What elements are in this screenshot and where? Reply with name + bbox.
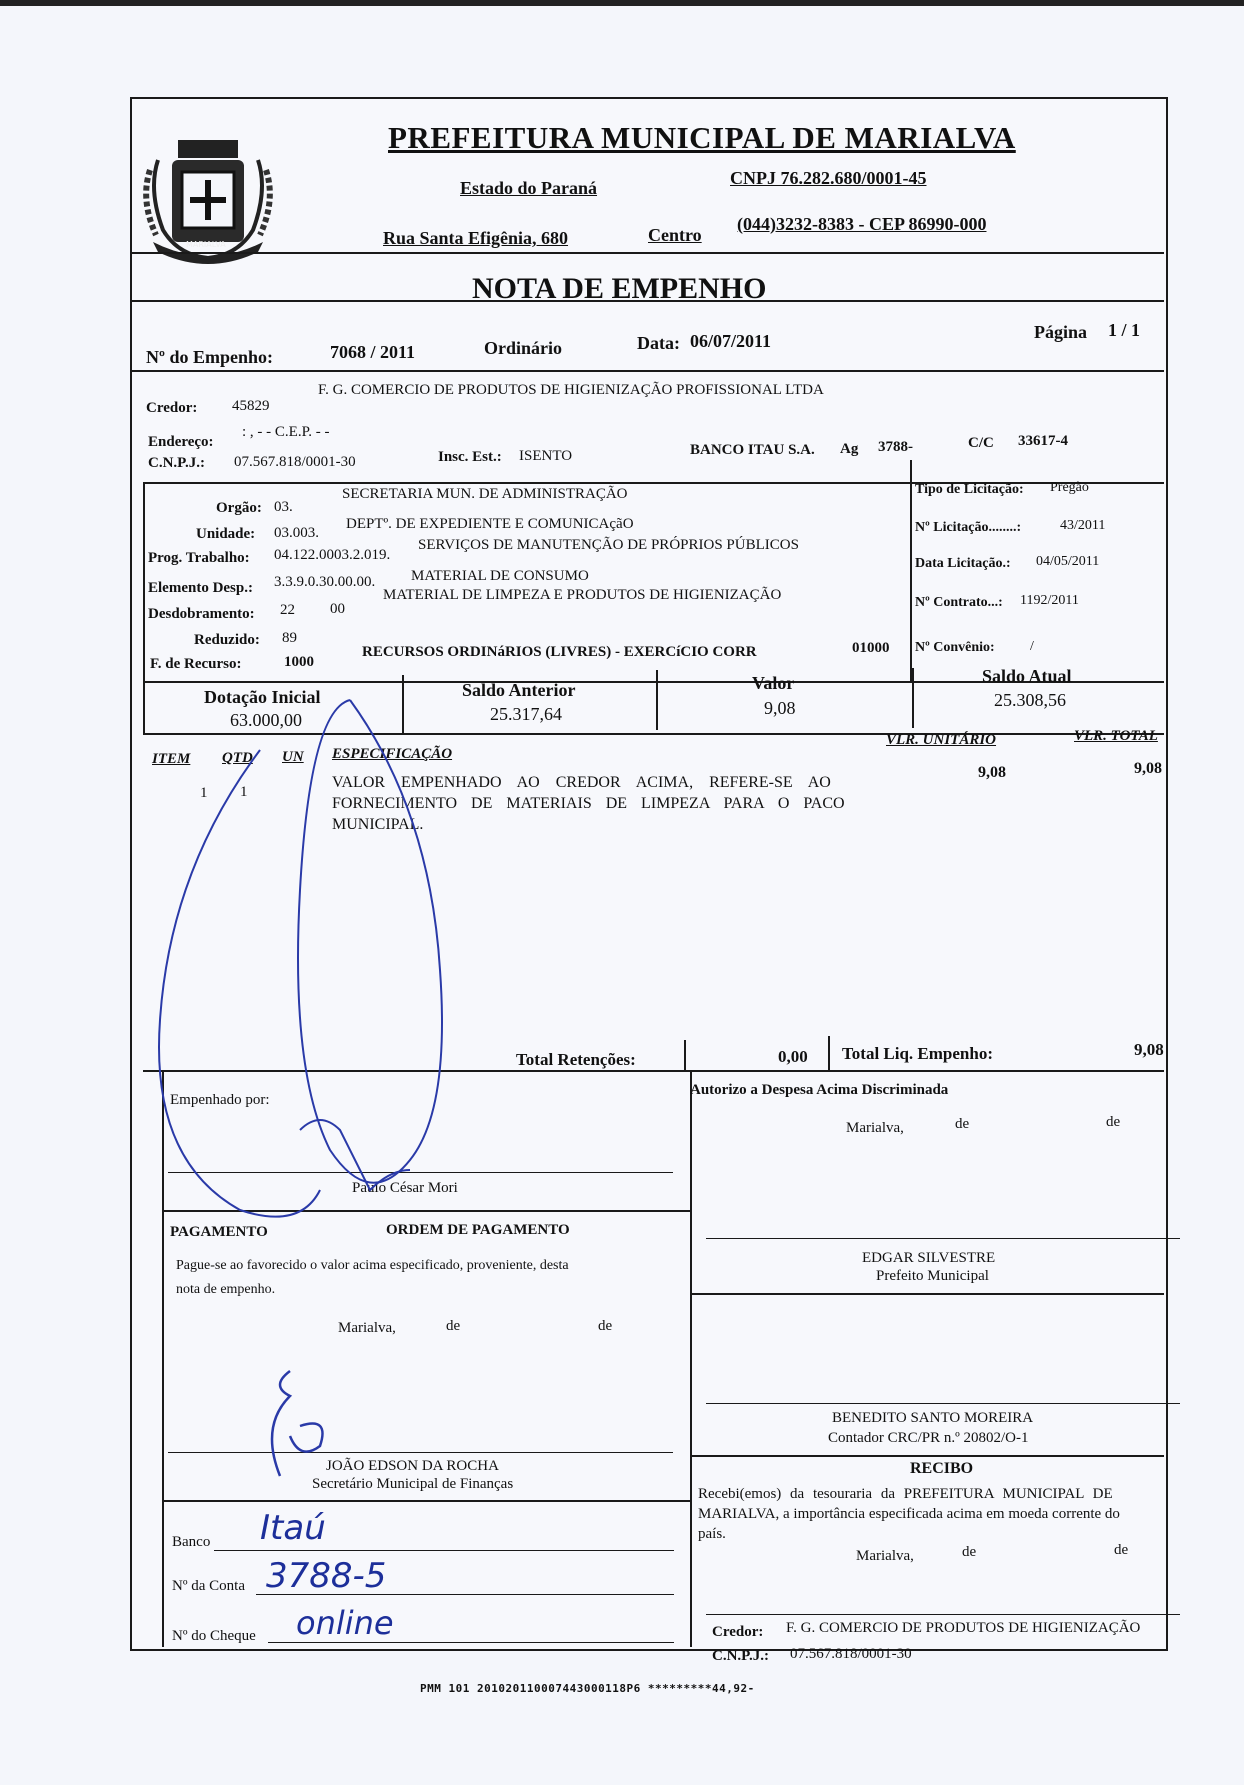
recibo-credor-label: Credor: xyxy=(712,1624,764,1640)
data-licitacao-label: Data Licitação.: xyxy=(915,556,1011,571)
fonte-code: 01000 xyxy=(852,640,890,656)
agency-label: Ag xyxy=(840,441,859,457)
page-title: PREFEITURA MUNICIPAL DE MARIALVA xyxy=(388,120,1016,155)
saldo-anterior-label: Saldo Anterior xyxy=(462,680,576,700)
ordem-pagamento-label: ORDEM DE PAGAMENTO xyxy=(386,1222,570,1238)
pagamento-text-2: nota de empenho. xyxy=(176,1282,276,1297)
data-licitacao-value: 04/05/2011 xyxy=(1036,554,1100,569)
valor-value: 9,08 xyxy=(764,698,796,718)
dotacao-value: 63.000,00 xyxy=(230,710,302,730)
fonte-name: RECURSOS ORDINáRIOS (LIVRES) - EXERCíCIO CORR xyxy=(362,644,757,660)
item-number: 1 xyxy=(200,785,208,801)
pagamento-de-1: de xyxy=(446,1318,461,1334)
col-item: ITEM xyxy=(152,751,191,767)
recibo-text-1: Recebi(emos) da tesouraria da PREFEITURA MUNICIPAL DE xyxy=(698,1486,1113,1502)
empenho-date: 06/07/2011 xyxy=(690,331,772,351)
secretario-role: Secretário Municipal de Finanças xyxy=(312,1476,514,1492)
elemento-code: 3.3.9.0.30.00.00. xyxy=(274,574,376,590)
contrato-label: Nº Contrato...: xyxy=(915,595,1003,610)
retencoes-value: 0,00 xyxy=(778,1047,808,1066)
credor-name: F. G. COMERCIO DE PRODUTOS DE HIGIENIZAÇÃO PROFISSIONAL LTDA xyxy=(318,382,824,398)
recibo-cnpj-value: 07.567.818/0001-30 xyxy=(790,1646,912,1662)
banco-label: Banco xyxy=(172,1534,211,1550)
orgao-code: 03. xyxy=(274,499,293,515)
account-value: 33617-4 xyxy=(1018,433,1068,449)
desdobramento-name: MATERIAL DE LIMPEZA E PRODUTOS DE HIGIENIZAÇÃO xyxy=(383,587,782,603)
recibo-cnpj-label: C.N.P.J.: xyxy=(712,1648,769,1664)
page-label: Página xyxy=(1034,322,1088,342)
col-spec: ESPECIFICAÇÃO xyxy=(332,746,453,762)
autorizo-de-1: de xyxy=(955,1116,970,1132)
pagamento-city: Marialva, xyxy=(338,1320,396,1336)
item-unit-value: 9,08 xyxy=(978,764,1006,781)
state-name: Estado do Paraná xyxy=(460,178,598,198)
secretario-signature-icon xyxy=(250,1366,340,1486)
agency-value: 3788- xyxy=(878,439,913,455)
recibo-text-2: MARIALVA, a importância especificada acima em moeda corrente do xyxy=(698,1506,1120,1522)
saldo-anterior-value: 25.317,64 xyxy=(490,704,562,724)
elemento-label: Elemento Desp.: xyxy=(148,580,253,596)
insc-value: ISENTO xyxy=(519,448,573,464)
col-unit-value: VLR. UNITÁRIO xyxy=(886,732,997,748)
conta-label: Nº da Conta xyxy=(172,1578,245,1594)
bank-name: BANCO ITAU S.A. xyxy=(690,442,815,458)
item-spec-line-1: VALOR EMPENHADO AO CREDOR ACIMA, REFERE-SE AO xyxy=(332,774,831,791)
recibo-de-1: de xyxy=(962,1544,977,1560)
recibo-de-2: de xyxy=(1114,1542,1129,1558)
item-spec-line-2: FORNECIMENTO DE MATERIAIS DE LIMPEZA PARA O PACO xyxy=(332,795,845,812)
header-cnpj: CNPJ 76.282.680/0001-45 xyxy=(730,168,927,188)
empenho-number: 7068 / 2011 xyxy=(330,342,416,362)
item-spec-line-3: MUNICIPAL. xyxy=(332,816,424,833)
prog-label: Prog. Trabalho: xyxy=(148,550,250,566)
valor-label: Valor xyxy=(752,673,795,693)
reduzido-value: 89 xyxy=(282,630,297,646)
empenho-number-label: Nº do Empenho: xyxy=(146,347,273,367)
barcode-text: PMM 101 201020110007443000118P6 *********44,92- xyxy=(420,1682,755,1695)
num-licitacao-value: 43/2011 xyxy=(1060,518,1106,533)
credor-code: 45829 xyxy=(232,398,270,414)
recibo-city: Marialva, xyxy=(856,1548,914,1564)
crest-ribbon-text: MARIALVA xyxy=(186,240,226,249)
insc-label: Insc. Est.: xyxy=(438,449,502,465)
col-qtd: QTD xyxy=(222,750,253,766)
cheque-handwritten: online xyxy=(296,1604,394,1642)
page-number: 1 / 1 xyxy=(1108,320,1141,340)
col-un: UN xyxy=(282,749,304,765)
empenho-type: Ordinário xyxy=(484,338,563,358)
dotacao-label: Dotação Inicial xyxy=(204,687,321,707)
prog-code: 04.122.0003.2.019. xyxy=(274,547,391,563)
empenho-date-label: Data: xyxy=(637,333,680,353)
prefeito-role: Prefeito Municipal xyxy=(876,1268,989,1284)
header-phone-cep: (044)3232-8383 - CEP 86990-000 xyxy=(737,214,987,234)
cnpj-label: C.N.P.J.: xyxy=(148,455,205,471)
saldo-atual-value: 25.308,56 xyxy=(994,690,1066,710)
empenhado-por-label: Empenhado por: xyxy=(170,1092,270,1108)
pagamento-text-1: Pague-se ao favorecido o valor acima especificado, proveniente, desta xyxy=(176,1258,569,1273)
conta-handwritten: 3788-5 xyxy=(266,1556,387,1596)
orgao-label: Orgão: xyxy=(216,500,262,516)
account-label: C/C xyxy=(968,435,994,451)
doc-title: NOTA DE EMPENHO xyxy=(472,272,767,305)
autorizo-text: Autorizo a Despesa Acima Discriminada xyxy=(690,1082,949,1098)
convenio-value: / xyxy=(1030,639,1034,654)
item-total-value: 9,08 xyxy=(1134,760,1162,777)
fonte-value: 1000 xyxy=(284,654,314,670)
item-qtd: 1 xyxy=(240,784,248,800)
unidade-name: DEPTº. DE EXPEDIENTE E COMUNICAçãO xyxy=(346,516,634,532)
address-value: : , - - C.E.P. - - xyxy=(242,424,330,440)
recibo-text-3: país. xyxy=(698,1526,726,1542)
tipo-licitacao-value: Pregão xyxy=(1050,480,1089,495)
contrato-value: 1192/2011 xyxy=(1020,593,1079,608)
unidade-code: 03.003. xyxy=(274,525,319,541)
banco-handwritten: Itaú xyxy=(260,1508,326,1548)
tipo-licitacao-label: Tipo de Licitação: xyxy=(915,482,1024,497)
liq-empenho-value: 9,08 xyxy=(1134,1040,1164,1059)
num-licitacao-label: Nº Licitação........: xyxy=(915,520,1022,535)
pagamento-de-2: de xyxy=(598,1318,613,1334)
col-total-value: VLR. TOTAL xyxy=(1074,728,1158,744)
recibo-credor-value: F. G. COMERCIO DE PRODUTOS DE HIGIENIZAÇÃO xyxy=(786,1620,1141,1636)
liq-empenho-label: Total Liq. Empenho: xyxy=(842,1044,993,1063)
unidade-label: Unidade: xyxy=(196,526,256,542)
convenio-label: Nº Convênio: xyxy=(915,640,995,655)
autorizo-de-2: de xyxy=(1106,1114,1121,1130)
prefeito-name: EDGAR SILVESTRE xyxy=(862,1250,996,1266)
elemento-name: MATERIAL DE CONSUMO xyxy=(411,568,589,584)
secretario-name: JOÃO EDSON DA ROCHA xyxy=(326,1458,499,1474)
recibo-title: RECIBO xyxy=(910,1460,974,1477)
saldo-atual-label: Saldo Atual xyxy=(982,666,1072,686)
fonte-label: F. de Recurso: xyxy=(150,656,242,672)
desdobramento-a: 22 xyxy=(280,602,295,618)
address-label: Endereço: xyxy=(148,434,214,450)
orgao-name: SECRETARIA MUN. DE ADMINISTRAÇÃO xyxy=(342,486,628,502)
empenhado-por-name: Paulo César Mori xyxy=(352,1180,458,1196)
contador-role: Contador CRC/PR n.º 20802/O-1 xyxy=(828,1430,1029,1446)
scan-edge xyxy=(0,0,1244,6)
prog-name: SERVIÇOS DE MANUTENÇÃO DE PRÓPRIOS PÚBLICOS xyxy=(418,537,799,553)
municipal-crest-icon xyxy=(138,130,278,265)
reduzido-label: Reduzido: xyxy=(194,632,260,648)
desdobramento-b: 00 xyxy=(330,601,345,617)
desdobramento-label: Desdobramento: xyxy=(148,606,255,622)
cheque-label: Nº do Cheque xyxy=(172,1628,256,1644)
retencoes-label: Total Retenções: xyxy=(516,1050,636,1069)
pagamento-label: PAGAMENTO xyxy=(170,1224,268,1240)
cnpj-value: 07.567.818/0001-30 xyxy=(234,454,356,470)
header-district: Centro xyxy=(648,225,702,245)
signature-stroke-icon xyxy=(150,690,490,1230)
header-address: Rua Santa Efigênia, 680 xyxy=(383,228,569,248)
autorizo-city: Marialva, xyxy=(846,1120,904,1136)
credor-label: Credor: xyxy=(146,400,198,416)
contador-name: BENEDITO SANTO MOREIRA xyxy=(832,1410,1034,1426)
